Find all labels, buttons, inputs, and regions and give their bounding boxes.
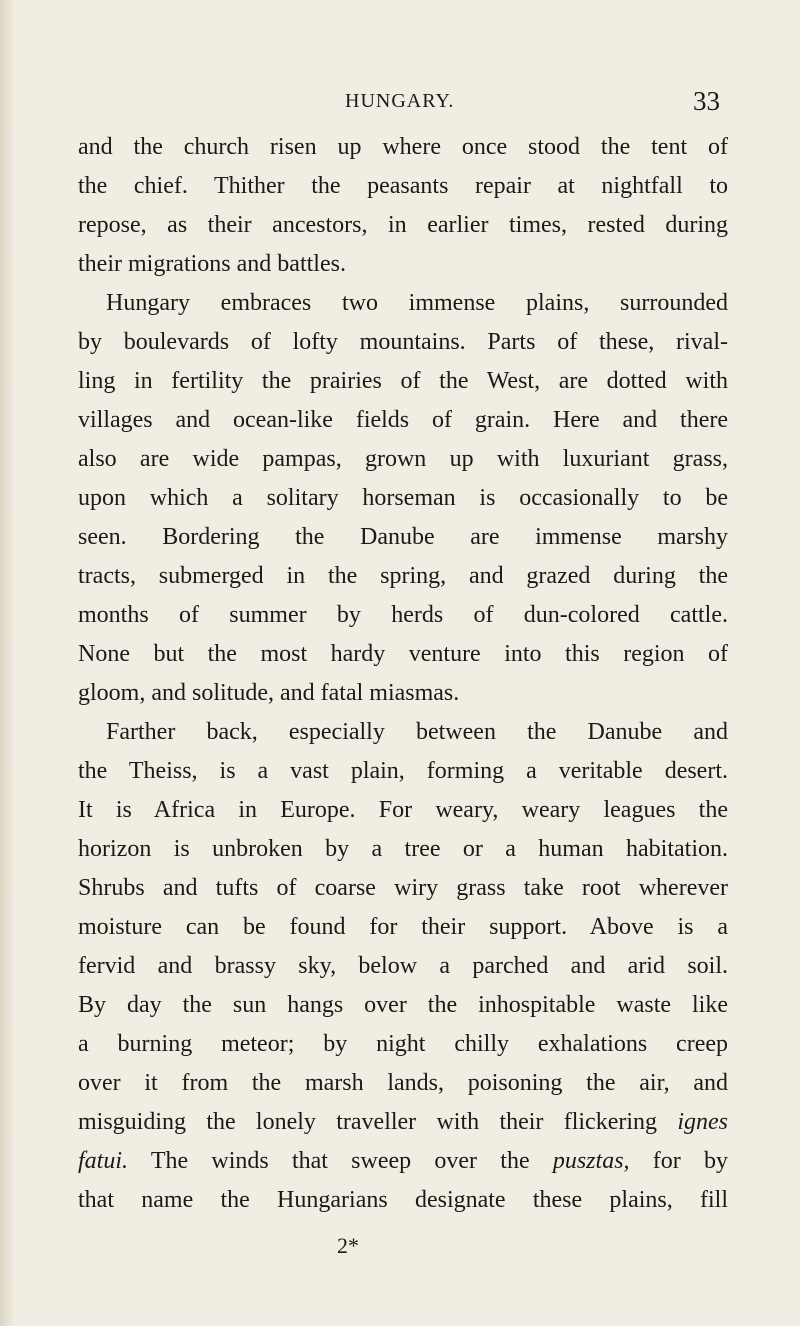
text-line [78,1103,728,1142]
text-segment: misguiding the lonely traveller with their flickering [78,1109,678,1135]
text-line: ling in fertility the prairies of the West, are dotted with [78,368,728,394]
page-number: 33 [693,86,720,116]
italic-phrase: ignes [677,1109,728,1135]
text-line: fervid and brassy sky, below a parched and arid soil. [78,953,728,979]
text-line: the chief. Thither the peasants repair at nightfall to [78,173,728,199]
text-line: also are wide pampas, grown up with luxuriant grass, [78,446,728,472]
text-segment: for by [629,1148,728,1174]
text-line: None but the most hardy venture into this region of [78,641,728,667]
text-line: seen. Bordering the Danube are immense marshy [78,524,728,550]
text-line: by boulevards of lofty mountains. Parts of these, rival- [78,329,728,355]
text-line: villages and ocean-like fields of grain. Here and there [78,407,728,433]
text-line: Shrubs and tufts of coarse wiry grass take root wherever [78,875,728,901]
text-line: horizon is unbroken by a tree or a human habitation. [78,836,728,862]
text-line: over it from the marsh lands, poisoning the air, and [78,1070,728,1096]
text-line: upon which a solitary horseman is occasionally to be [78,485,728,511]
text-line: a burning meteor; by night chilly exhalations creep [78,1031,728,1057]
text-line: Hungary embraces two immense plains, surrounded [106,290,728,316]
text-line: their migrations and battles. [78,251,346,277]
italic-phrase: pusztas, [552,1148,630,1174]
signature-mark: 2* [337,1233,359,1258]
running-head-title: HUNGARY. [345,90,455,112]
text-line: gloom, and solitude, and fatal miasmas. [78,680,460,706]
text-line: the Theiss, is a vast plain, forming a veritable desert. [78,758,728,784]
text-line: that name the Hungarians designate these plains, fill [78,1187,728,1213]
text-line: By day the sun hangs over the inhospitable waste like [78,992,728,1018]
body-text [78,128,728,1220]
text-line: repose, as their ancestors, in earlier times, rested during [78,212,728,238]
text-line: It is Africa in Europe. For weary, weary leagues the [78,797,728,823]
running-head [80,86,720,122]
text-line: and the church risen up where once stood the tent of [78,134,728,160]
text-line: Farther back, especially between the Danube and [106,719,728,745]
italic-phrase: fatui. [78,1148,129,1174]
text-line [78,1142,728,1181]
text-line: tracts, submerged in the spring, and grazed during the [78,563,728,589]
text-line: months of summer by herds of dun-colored cattle. [78,602,728,628]
text-line: moisture can be found for their support. Above is a [78,914,728,940]
text-segment: The winds that sweep over the [128,1148,553,1174]
